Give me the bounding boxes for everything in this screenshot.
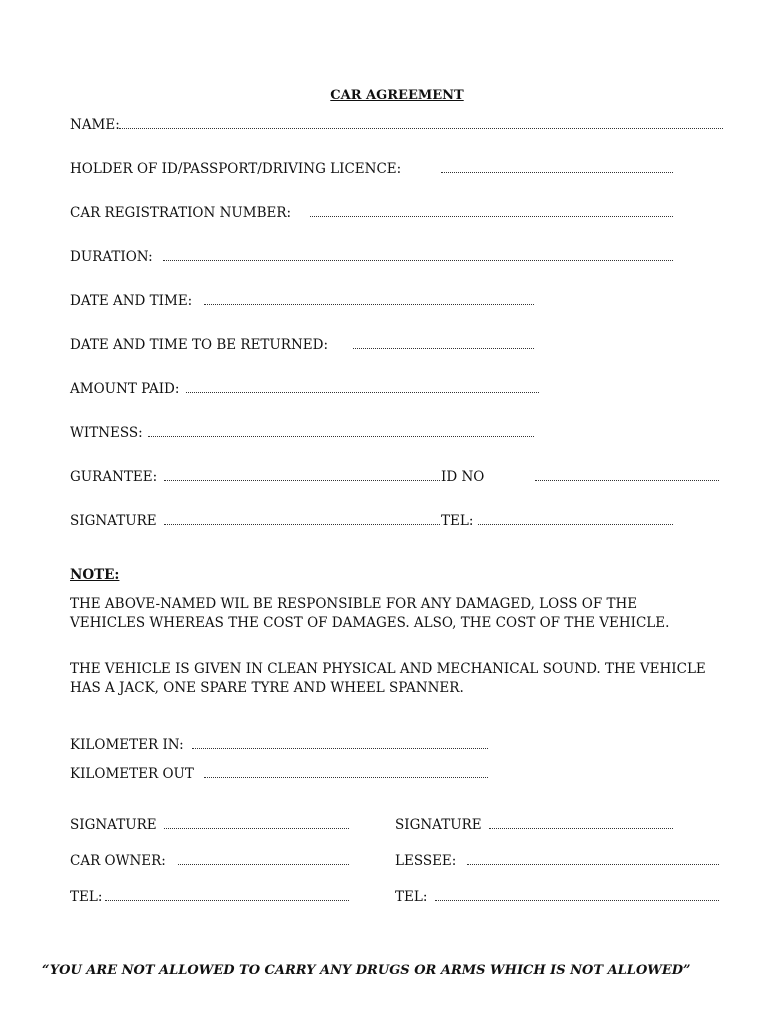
page-title: CAR AGREEMENT — [330, 88, 464, 103]
witness-row — [70, 424, 540, 442]
car-registration-label: CAR REGISTRATION NUMBER: — [70, 205, 292, 221]
gurantee-label: GURANTEE: — [70, 469, 158, 485]
lessee-signature-field[interactable] — [489, 828, 673, 829]
lessee-signature-row — [395, 816, 685, 834]
owner-signature-row — [70, 816, 360, 834]
note-paragraph-2: THE VEHICLE IS GIVEN IN CLEAN PHYSICAL AND MECHANICAL SOUND. THE VEHICLE HAS A JACK, ONE SPARE TYRE AND WHEEL SPANNER. — [70, 661, 706, 696]
owner-tel-label: TEL: — [70, 889, 103, 905]
holder-id-field[interactable] — [441, 172, 673, 173]
car-owner-field[interactable] — [178, 864, 349, 865]
name-label: NAME: — [70, 117, 120, 133]
signature-tel-row — [70, 512, 680, 530]
name-field[interactable] — [119, 128, 723, 129]
holder-id-label: HOLDER OF ID/PASSPORT/DRIVING LICENCE: — [70, 161, 402, 177]
date-time-label: DATE AND TIME: — [70, 293, 193, 309]
lessee-tel-row — [395, 888, 725, 906]
car-owner-row — [70, 852, 360, 870]
gurantee-field[interactable] — [164, 480, 440, 481]
date-time-row — [70, 292, 540, 310]
gurantee-row — [70, 468, 730, 486]
tel-label: TEL: — [441, 513, 474, 529]
return-date-time-field[interactable] — [353, 348, 534, 349]
duration-label: DURATION: — [70, 249, 153, 265]
lessee-signature-label: SIGNATURE — [395, 817, 482, 833]
signature-label: SIGNATURE — [70, 513, 157, 529]
amount-paid-field[interactable] — [186, 392, 539, 393]
kilometer-in-label: KILOMETER IN: — [70, 737, 184, 753]
return-date-time-label: DATE AND TIME TO BE RETURNED: — [70, 337, 329, 353]
name-row — [70, 116, 730, 134]
owner-signature-field[interactable] — [164, 828, 349, 829]
id-no-field[interactable] — [535, 480, 719, 481]
lessee-row — [395, 852, 725, 870]
holder-id-row — [70, 160, 680, 178]
lessee-tel-label: TEL: — [395, 889, 428, 905]
kilometer-out-row — [70, 765, 490, 783]
duration-row — [70, 248, 680, 266]
witness-label: WITNESS: — [70, 425, 143, 441]
signature-field[interactable] — [164, 524, 440, 525]
car-owner-label: CAR OWNER: — [70, 853, 166, 869]
tel-field[interactable] — [478, 524, 673, 525]
kilometer-out-label: KILOMETER OUT — [70, 766, 194, 782]
footer-warning: “YOU ARE NOT ALLOWED TO CARRY ANY DRUGS OR ARMS WHICH IS NOT ALLOWED” — [42, 963, 691, 978]
car-registration-field[interactable] — [310, 216, 673, 217]
car-registration-row — [70, 204, 680, 222]
lessee-label: LESSEE: — [395, 853, 457, 869]
owner-tel-row — [70, 888, 360, 906]
amount-paid-row — [70, 380, 545, 398]
amount-paid-label: AMOUNT PAID: — [70, 381, 180, 397]
note-paragraph-1: THE ABOVE-NAMED WIL BE RESPONSIBLE FOR ANY DAMAGED, LOSS OF THE VEHICLES WHEREAS THE COST OF DAMAGES. ALSO, THE COST OF THE VEHICLE. — [70, 596, 670, 631]
kilometer-in-field[interactable] — [192, 748, 488, 749]
id-no-label: ID NO — [441, 469, 485, 485]
kilometer-in-row — [70, 736, 490, 754]
duration-field[interactable] — [163, 260, 673, 261]
note-heading: NOTE: — [70, 567, 120, 583]
return-date-time-row — [70, 336, 540, 354]
date-time-field[interactable] — [204, 304, 534, 305]
lessee-field[interactable] — [467, 864, 719, 865]
kilometer-out-field[interactable] — [204, 777, 488, 778]
witness-field[interactable] — [148, 436, 534, 437]
owner-signature-label: SIGNATURE — [70, 817, 157, 833]
owner-tel-field[interactable] — [105, 900, 349, 901]
lessee-tel-field[interactable] — [435, 900, 719, 901]
